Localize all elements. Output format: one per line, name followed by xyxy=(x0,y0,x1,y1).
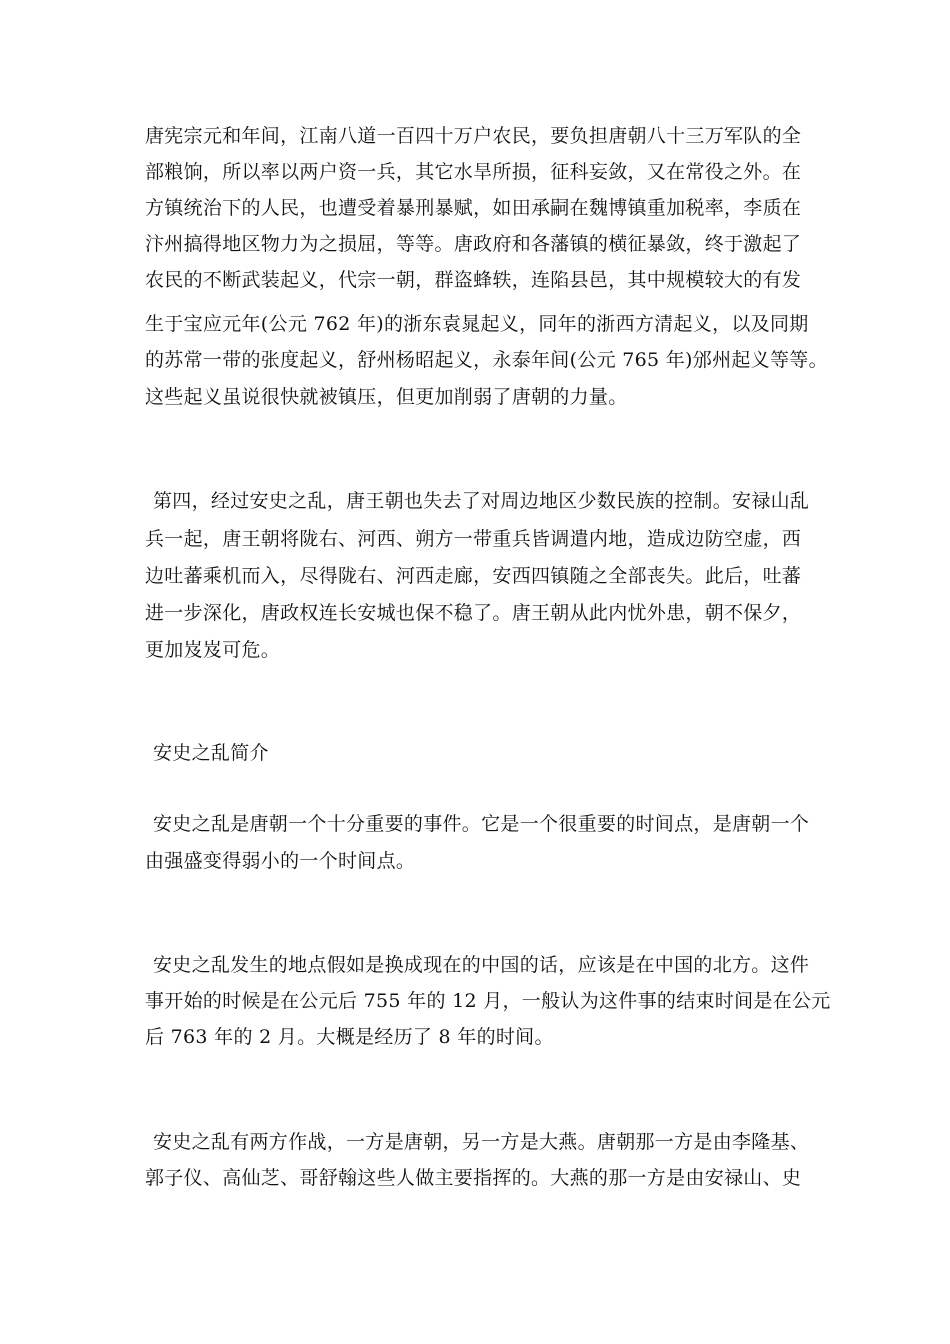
section-heading: 安史之乱简介 xyxy=(153,742,269,764)
paragraph-4-line-1: 安史之乱发生的地点假如是换成现在的中国的话，应该是在中国的北方。这件 xyxy=(153,954,810,976)
paragraph-1-line-5: 农民的不断武装起义，代宗一朝，群盗蜂轶，连陷县邑，其中规模较大的有发 xyxy=(145,269,802,291)
paragraph-1-line-6: 生于宝应元年(公元 762 年)的浙东袁晁起义，同年的浙西方清起义，以及同期 xyxy=(145,313,809,335)
paragraph-1-line-1: 唐宪宗元和年间，江南八道一百四十万户农民，要负担唐朝八十三万军队的全 xyxy=(145,125,802,147)
paragraph-4-line-3: 后 763 年的 2 月。大概是经历了 8 年的时间。 xyxy=(145,1026,554,1048)
paragraph-2-line-1: 第四，经过安史之乱，唐王朝也失去了对周边地区少数民族的控制。安禄山乱 xyxy=(153,490,810,512)
paragraph-3-line-2: 由强盛变得弱小的一个时间点。 xyxy=(145,850,416,872)
paragraph-2-line-3: 边吐蕃乘机而入，尽得陇右、河西走廊，安西四镇随之全部丧失。此后，吐蕃 xyxy=(145,565,802,587)
paragraph-2-line-2: 兵一起，唐王朝将陇右、河西、朔方一带重兵皆调遣内地，造成边防空虚，西 xyxy=(145,528,802,550)
paragraph-1-line-2: 部粮饷，所以率以两户资一兵，其它水旱所损，征科妄敛，又在常役之外。在 xyxy=(145,161,802,183)
paragraph-5-line-1: 安史之乱有两方作战，一方是唐朝，另一方是大燕。唐朝那一方是由李隆基、 xyxy=(153,1131,810,1153)
paragraph-1-line-7: 的苏常一带的张度起义，舒州杨昭起义，永泰年间(公元 765 年)邠州起义等等。 xyxy=(145,349,828,371)
paragraph-1-line-8: 这些起义虽说很快就被镇压，但更加削弱了唐朝的力量。 xyxy=(145,386,628,408)
paragraph-1-line-3: 方镇统治下的人民，也遭受着暴刑暴赋，如田承嗣在魏博镇重加税率，李质在 xyxy=(145,197,802,219)
paragraph-1-line-4: 汴州搞得地区物力为之损屈，等等。唐政府和各藩镇的横征暴敛，终于激起了 xyxy=(145,233,802,255)
paragraph-3-line-1: 安史之乱是唐朝一个十分重要的事件。它是一个很重要的时间点，是唐朝一个 xyxy=(153,813,810,835)
paragraph-4-line-2: 事开始的时候是在公元后 755 年的 12 月，一般认为这件事的结束时间是在公元 xyxy=(145,990,831,1012)
paragraph-5-line-2: 郭子仪、高仙芝、哥舒翰这些人做主要指挥的。大燕的那一方是由安禄山、史 xyxy=(145,1167,802,1189)
paragraph-2-line-5: 更加岌岌可危。 xyxy=(145,639,281,661)
paragraph-2-line-4: 进一步深化，唐政权连长安城也保不稳了。唐王朝从此内忧外患，朝不保夕， xyxy=(145,602,802,624)
